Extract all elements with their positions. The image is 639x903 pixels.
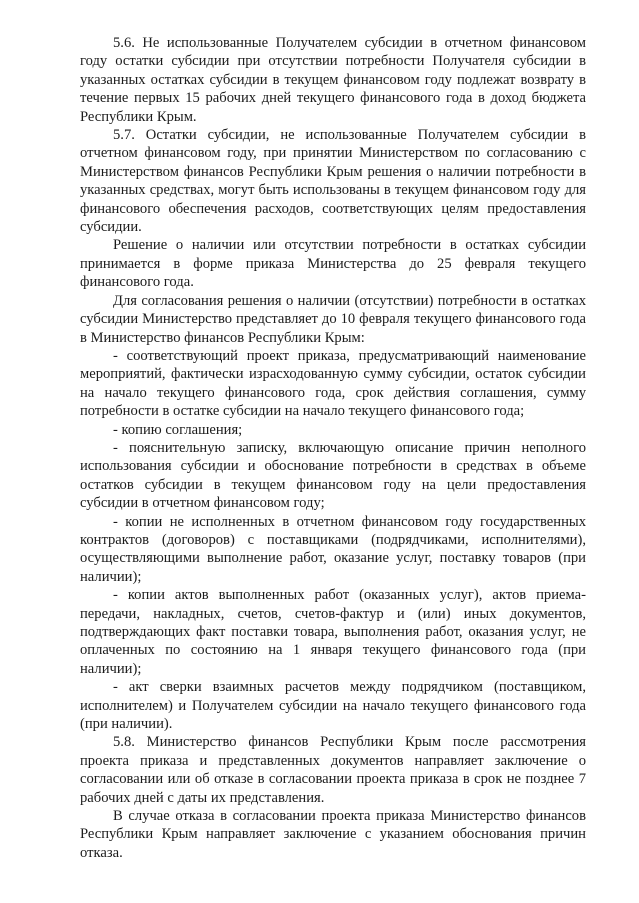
paragraph-approval-submission: Для согласования решения о наличии (отсутствии) потребности в остатках субсидии Министерство представляет до 10 февраля текущего финансового года в Министерство финансов Республики Крым:: [80, 292, 586, 346]
list-item-draft-order: - соответствующий проект приказа, предусматривающий наименование мероприятий, фактически израсходованную сумму субсидии, остаток субсидии на начало текущего финансового года, срок действия соглашения, сумму потребности в остатке субсидии на начало текущего финансового года;: [80, 347, 586, 420]
document-page: [80, 34, 586, 862]
paragraph-decision: Решение о наличии или отсутствии потребности в остатках субсидии принимается в форме приказа Министерства до 25 февраля текущего финансового года.: [80, 237, 586, 291]
paragraph-5-7: 5.7. Остатки субсидии, не использованные Получателем субсидии в отчетном финансовом году, при принятии Министерством по согласованию с Министерством финансов Республики Крым решения о наличии потребности в указанных средствах, могут быть использованы в текущем финансовом году для финансового обеспечения расходов, соответствующих целям предоставления субсидии.: [80, 127, 586, 236]
paragraph-refusal: В случае отказа в согласовании проекта приказа Министерство финансов Республики Крым направляет заключение с указанием обоснования причин отказа.: [80, 808, 586, 861]
list-item-acts-copies: - копии актов выполненных работ (оказанных услуг), актов приема-передачи, накладных, счетов, счетов-фактур и (или) иных документов, подтверждающих факт поставки товара, выполнения работ, оказания услуг, не оплаченных по состоянию на 1 января текущего финансового года (при наличии);: [80, 587, 586, 677]
list-item-reconciliation-act: - акт сверки взаимных расчетов между подрядчиком (поставщиком, исполнителем) и Получателем субсидии на начало текущего финансового года (при наличии).: [80, 679, 586, 733]
list-item-contract-copies: - копии не исполненных в отчетном финансовом году государственных контрактов (договоров) с поставщиками (подрядчиками, исполнителями), осуществляющими выполнение работ, оказание услуг, поставку товаров (при наличии);: [80, 513, 586, 585]
paragraph-5-8: 5.8. Министерство финансов Республики Крым после рассмотрения проекта приказа и представленных документов направляет заключение о согласовании или об отказе в согласовании проекта приказа в срок не позднее 7 рабочих дней с даты их представления.: [80, 734, 586, 806]
paragraph-5-6: 5.6. Не использованные Получателем субсидии в отчетном финансовом году остатки субсидии при отсутствии потребности Получателя субсидии в указанных остатках субсидии в текущем финансовом году подлежат возврату в течение первых 15 рабочих дней текущего финансового года в доход бюджета Республики Крым.: [80, 35, 586, 125]
list-item-agreement-copy: - копию соглашения;: [113, 421, 243, 438]
list-item-explanatory-note: - пояснительную записку, включающую описание причин неполного использования субсидии и обоснование потребности в средствах в объеме остатков субсидии в текущем финансовом году на цели предоставления субсидии в отчетном финансовом году;: [80, 439, 586, 512]
